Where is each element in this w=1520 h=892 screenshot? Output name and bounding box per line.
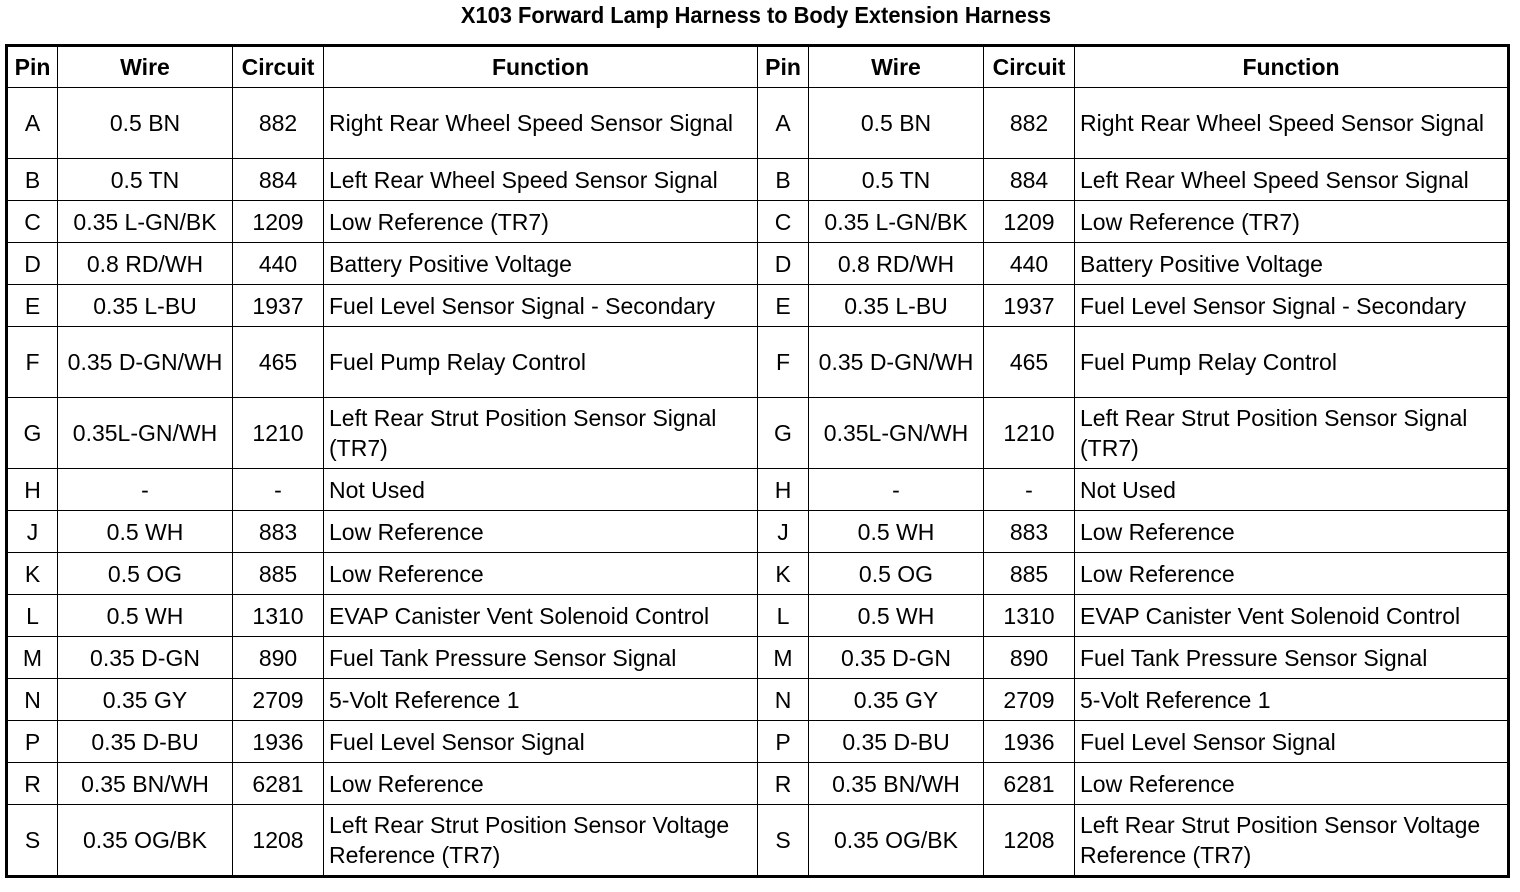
circuit-cell: 465 <box>233 327 324 398</box>
pin-cell: H <box>758 469 809 511</box>
pin-cell: S <box>7 805 58 877</box>
circuit-cell: 884 <box>984 159 1075 201</box>
function-cell: Left Rear Strut Position Sensor Signal (TR7) <box>1075 398 1509 469</box>
pin-cell: A <box>7 88 58 159</box>
wire-cell: 0.35L-GN/WH <box>809 398 984 469</box>
pin-cell: A <box>758 88 809 159</box>
wire-cell: 0.35 L-GN/BK <box>58 201 233 243</box>
circuit-cell: 883 <box>984 511 1075 553</box>
wire-cell: 0.35 D-BU <box>58 721 233 763</box>
circuit-cell: 1937 <box>984 285 1075 327</box>
function-cell: Left Rear Wheel Speed Sensor Signal <box>324 159 758 201</box>
wire-cell: 0.35L-GN/WH <box>58 398 233 469</box>
circuit-cell: 882 <box>233 88 324 159</box>
pin-cell: J <box>7 511 58 553</box>
function-cell: Right Rear Wheel Speed Sensor Signal <box>324 88 758 159</box>
function-cell: Low Reference <box>324 763 758 805</box>
header-pin: Pin <box>758 46 809 88</box>
wire-cell: 0.35 BN/WH <box>809 763 984 805</box>
pin-cell: P <box>758 721 809 763</box>
pin-cell: C <box>758 201 809 243</box>
function-cell: Fuel Pump Relay Control <box>324 327 758 398</box>
pin-cell: L <box>758 595 809 637</box>
wire-cell: 0.5 BN <box>809 88 984 159</box>
circuit-cell: 1937 <box>233 285 324 327</box>
circuit-cell: 1310 <box>233 595 324 637</box>
table-row <box>7 553 1509 595</box>
function-cell: Left Rear Strut Position Sensor Signal (TR7) <box>324 398 758 469</box>
table-row <box>7 327 1509 398</box>
wire-cell: 0.5 WH <box>58 511 233 553</box>
pin-cell: E <box>758 285 809 327</box>
wire-cell: 0.35 L-BU <box>58 285 233 327</box>
circuit-cell: 6281 <box>984 763 1075 805</box>
pin-cell: K <box>7 553 58 595</box>
circuit-cell: 6281 <box>233 763 324 805</box>
pin-cell: M <box>758 637 809 679</box>
header-function: Function <box>324 46 758 88</box>
circuit-cell: - <box>984 469 1075 511</box>
table-row <box>7 805 1509 877</box>
pin-cell: F <box>758 327 809 398</box>
table-row <box>7 511 1509 553</box>
wire-cell: 0.5 WH <box>809 511 984 553</box>
wire-cell: 0.5 BN <box>58 88 233 159</box>
table-row <box>7 243 1509 285</box>
function-cell: Fuel Level Sensor Signal - Secondary <box>324 285 758 327</box>
table-row <box>7 763 1509 805</box>
wire-cell: 0.35 L-GN/BK <box>809 201 984 243</box>
pin-cell: G <box>758 398 809 469</box>
pin-cell: C <box>7 201 58 243</box>
wire-cell: - <box>809 469 984 511</box>
table-row <box>7 201 1509 243</box>
function-cell: Left Rear Strut Position Sensor Voltage Reference (TR7) <box>1075 805 1509 877</box>
pin-cell: R <box>758 763 809 805</box>
circuit-cell: 2709 <box>984 679 1075 721</box>
wire-cell: 0.8 RD/WH <box>809 243 984 285</box>
circuit-cell: 1936 <box>984 721 1075 763</box>
wire-cell: 0.35 D-BU <box>809 721 984 763</box>
circuit-cell: 465 <box>984 327 1075 398</box>
function-cell: Battery Positive Voltage <box>324 243 758 285</box>
wire-cell: 0.5 TN <box>809 159 984 201</box>
function-cell: Low Reference <box>1075 553 1509 595</box>
function-cell: Left Rear Wheel Speed Sensor Signal <box>1075 159 1509 201</box>
pin-cell: D <box>7 243 58 285</box>
circuit-cell: 1310 <box>984 595 1075 637</box>
function-cell: Fuel Level Sensor Signal <box>1075 721 1509 763</box>
header-circuit: Circuit <box>984 46 1075 88</box>
circuit-cell: 1936 <box>233 721 324 763</box>
pin-cell: J <box>758 511 809 553</box>
function-cell: Low Reference <box>1075 511 1509 553</box>
circuit-cell: 884 <box>233 159 324 201</box>
wire-cell: 0.5 OG <box>58 553 233 595</box>
pin-cell: S <box>758 805 809 877</box>
header-wire: Wire <box>58 46 233 88</box>
wire-cell: 0.35 OG/BK <box>809 805 984 877</box>
circuit-cell: 1209 <box>233 201 324 243</box>
table-row <box>7 159 1509 201</box>
pin-cell: B <box>7 159 58 201</box>
pin-cell: L <box>7 595 58 637</box>
wire-cell: 0.35 D-GN <box>809 637 984 679</box>
wire-cell: - <box>58 469 233 511</box>
table-row <box>7 637 1509 679</box>
function-cell: EVAP Canister Vent Solenoid Control <box>324 595 758 637</box>
wire-cell: 0.5 WH <box>58 595 233 637</box>
circuit-cell: 1210 <box>233 398 324 469</box>
circuit-cell: 1210 <box>984 398 1075 469</box>
table-row <box>7 88 1509 159</box>
circuit-cell: 890 <box>233 637 324 679</box>
pin-cell: N <box>7 679 58 721</box>
header-function: Function <box>1075 46 1509 88</box>
circuit-cell: 1208 <box>984 805 1075 877</box>
circuit-cell: - <box>233 469 324 511</box>
function-cell: Low Reference <box>324 511 758 553</box>
circuit-cell: 440 <box>233 243 324 285</box>
pin-cell: N <box>758 679 809 721</box>
wire-cell: 0.35 D-GN/WH <box>809 327 984 398</box>
header-row <box>7 46 1509 88</box>
function-cell: Left Rear Strut Position Sensor Voltage Reference (TR7) <box>324 805 758 877</box>
table-title: X103 Forward Lamp Harness to Body Extension Harness <box>460 2 1052 28</box>
function-cell: 5-Volt Reference 1 <box>324 679 758 721</box>
circuit-cell: 883 <box>233 511 324 553</box>
table-row <box>7 398 1509 469</box>
function-cell: Fuel Tank Pressure Sensor Signal <box>324 637 758 679</box>
circuit-cell: 890 <box>984 637 1075 679</box>
wire-cell: 0.35 BN/WH <box>58 763 233 805</box>
function-cell: Battery Positive Voltage <box>1075 243 1509 285</box>
pin-cell: H <box>7 469 58 511</box>
function-cell: Low Reference <box>324 553 758 595</box>
pin-cell: B <box>758 159 809 201</box>
pin-cell: P <box>7 721 58 763</box>
pin-cell: D <box>758 243 809 285</box>
function-cell: Low Reference <box>1075 763 1509 805</box>
pin-cell: G <box>7 398 58 469</box>
pin-cell: F <box>7 327 58 398</box>
pin-cell: E <box>7 285 58 327</box>
function-cell: Right Rear Wheel Speed Sensor Signal <box>1075 88 1509 159</box>
header-wire: Wire <box>809 46 984 88</box>
wire-cell: 0.35 L-BU <box>809 285 984 327</box>
wire-cell: 0.8 RD/WH <box>58 243 233 285</box>
pin-cell: M <box>7 637 58 679</box>
function-cell: Fuel Level Sensor Signal <box>324 721 758 763</box>
circuit-cell: 440 <box>984 243 1075 285</box>
function-cell: Fuel Pump Relay Control <box>1075 327 1509 398</box>
wire-cell: 0.5 OG <box>809 553 984 595</box>
function-cell: Fuel Tank Pressure Sensor Signal <box>1075 637 1509 679</box>
pin-cell: R <box>7 763 58 805</box>
function-cell: Low Reference (TR7) <box>324 201 758 243</box>
circuit-cell: 2709 <box>233 679 324 721</box>
function-cell: Not Used <box>324 469 758 511</box>
circuit-cell: 885 <box>984 553 1075 595</box>
function-cell: 5-Volt Reference 1 <box>1075 679 1509 721</box>
table-row <box>7 595 1509 637</box>
table-body <box>7 88 1509 877</box>
wire-cell: 0.35 GY <box>58 679 233 721</box>
wire-cell: 0.5 TN <box>58 159 233 201</box>
circuit-cell: 1208 <box>233 805 324 877</box>
table-row <box>7 469 1509 511</box>
function-cell: Fuel Level Sensor Signal - Secondary <box>1075 285 1509 327</box>
table-row <box>7 679 1509 721</box>
header-circuit: Circuit <box>233 46 324 88</box>
table-row <box>7 721 1509 763</box>
circuit-cell: 1209 <box>984 201 1075 243</box>
function-cell: Not Used <box>1075 469 1509 511</box>
table-row <box>7 285 1509 327</box>
wire-cell: 0.35 D-GN <box>58 637 233 679</box>
circuit-cell: 885 <box>233 553 324 595</box>
pinout-table <box>5 44 1510 878</box>
wire-cell: 0.35 D-GN/WH <box>58 327 233 398</box>
pin-cell: K <box>758 553 809 595</box>
function-cell: Low Reference (TR7) <box>1075 201 1509 243</box>
wire-cell: 0.5 WH <box>809 595 984 637</box>
wire-cell: 0.35 GY <box>809 679 984 721</box>
function-cell: EVAP Canister Vent Solenoid Control <box>1075 595 1509 637</box>
circuit-cell: 882 <box>984 88 1075 159</box>
wire-cell: 0.35 OG/BK <box>58 805 233 877</box>
header-pin: Pin <box>7 46 58 88</box>
